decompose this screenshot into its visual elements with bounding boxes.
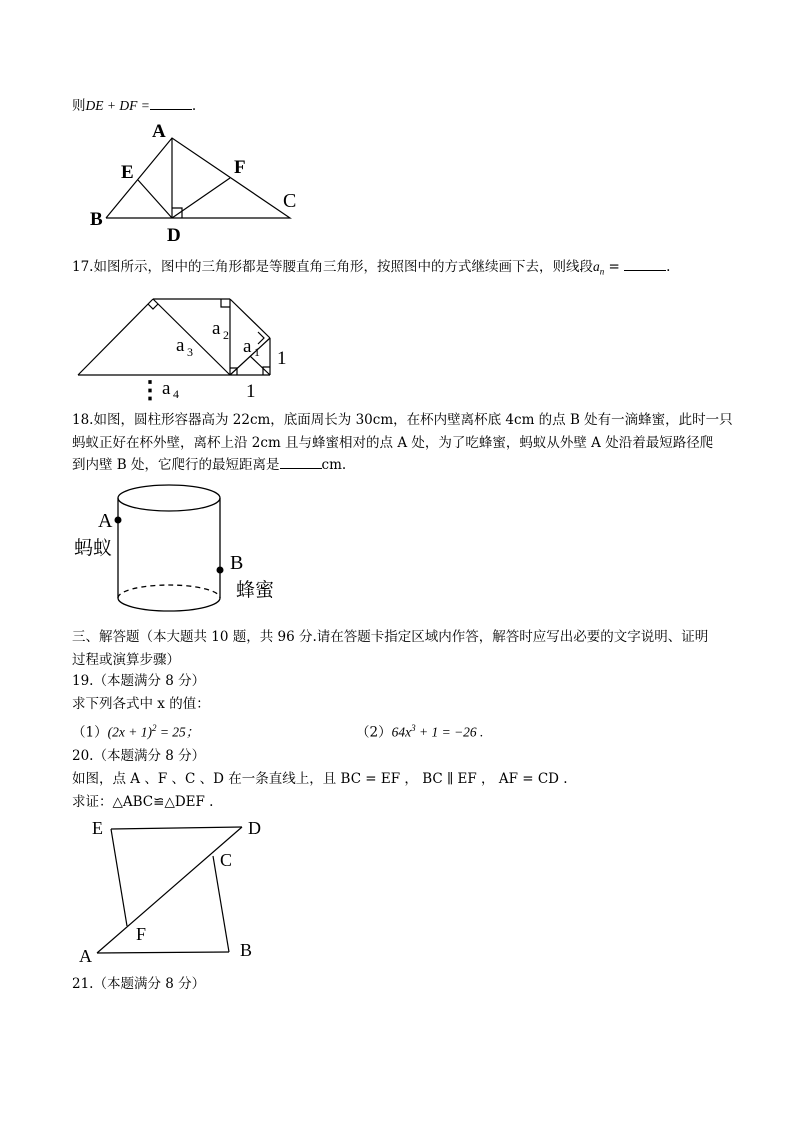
q17-label-a3: a bbox=[176, 335, 185, 356]
q20-label-f: F bbox=[136, 924, 147, 944]
q17-label-a2: a bbox=[212, 318, 221, 339]
q17-label-a1-sub: 1 bbox=[254, 345, 260, 359]
q20-label-d: D bbox=[248, 818, 261, 838]
q18-line-2: 蚂蚁正好在杯外壁，离杯上沿 2cm 且与蜂蜜相对的点 A 处，为了吃蜂蜜，蚂蚁从外壁 A 处沿着最短路径爬 bbox=[72, 435, 714, 451]
q17-label-a1: a bbox=[243, 336, 252, 357]
q20-label-e: E bbox=[92, 818, 103, 838]
q16-prefix: 则 bbox=[72, 98, 86, 114]
section-3-heading-line-1: 三、解答题（本大题共 10 题，共 96 分.请在答题卡指定区域内作答，解答时应写出必要的文字说明、证明 bbox=[72, 629, 709, 645]
section-3-heading-line-2: 过程或演算步骤） bbox=[72, 652, 180, 668]
q17-label-base-one: 1 bbox=[246, 381, 256, 402]
q20-label-c: C bbox=[220, 850, 233, 870]
q17-label-a3-sub: 3 bbox=[187, 345, 193, 359]
q16-label-f: F bbox=[234, 157, 246, 178]
q18-label-a: A bbox=[98, 510, 113, 532]
q19-header: 19.（本题满分 8 分） bbox=[72, 673, 206, 689]
q16-label-c: C bbox=[283, 190, 297, 212]
q20-prove: 求证：△ABC≌△DEF . bbox=[72, 794, 214, 810]
q17-continuation-dots: ⋮ bbox=[138, 378, 162, 404]
q18-label-ant: 蚂蚁 bbox=[74, 537, 113, 559]
q21-header: 21.（本题满分 8 分） bbox=[72, 976, 206, 992]
q18-label-honey: 蜂蜜 bbox=[236, 579, 275, 601]
q19-part-1-exponent: 2 bbox=[151, 723, 157, 733]
q17-label-a4-sub: 4 bbox=[173, 387, 179, 401]
q20-label-b: B bbox=[240, 940, 253, 960]
q18-line-1: 18.如图，圆柱形容器高为 22cm，底面周长为 30cm，在杯内壁离杯底 4cm 的点 B 处有一滴蜂蜜，此时一只 bbox=[72, 412, 733, 428]
q19-part-2-exponent: 3 bbox=[411, 723, 416, 733]
q17-label-a2-sub: 2 bbox=[223, 328, 229, 342]
q20-label-a: A bbox=[79, 946, 92, 966]
q18-line-3-suffix: cm. bbox=[321, 457, 347, 473]
q16-expression: DE + DF = bbox=[85, 98, 150, 113]
q16-suffix: . bbox=[191, 98, 197, 114]
q20-given: 如图，点 A 、F 、C 、D 在一条直线上，且 BC = EF ， BC ∥ EF ， AF = CD . bbox=[72, 771, 568, 787]
q17-text: 17.如图所示，图中的三角形都是等腰直角三角形，按照图中的方式继续画下去，则线段 bbox=[72, 259, 593, 275]
q17-suffix: . bbox=[666, 259, 671, 275]
q19-prompt: 求下列各式中 x 的值： bbox=[72, 696, 210, 712]
q18-label-b: B bbox=[230, 552, 244, 574]
q19-part-2-label: （2） bbox=[356, 724, 392, 741]
q20-header: 20.（本题满分 8 分） bbox=[72, 748, 206, 764]
q19-part-1-label: （1） bbox=[72, 724, 108, 741]
q16-label-a: A bbox=[152, 121, 166, 142]
q17-subscript: n bbox=[599, 266, 605, 277]
q16-label-b: B bbox=[90, 209, 103, 230]
q19-part-1-expression: (2x + 1) bbox=[107, 724, 152, 740]
q19-part-1-rhs: = 25； bbox=[156, 724, 200, 740]
q19-part-2-expression: 64x bbox=[391, 724, 412, 740]
q17-expression: a bbox=[592, 259, 600, 274]
q18-line-3-prefix: 到内壁 B 处，它爬行的最短距离是 bbox=[72, 457, 280, 473]
q16-label-d: D bbox=[167, 225, 181, 246]
q19-part-2-rhs: + 1 = −26 . bbox=[415, 724, 484, 740]
q17-label-a4: a bbox=[162, 378, 171, 399]
q16-label-e: E bbox=[121, 162, 134, 183]
q17-equals: = bbox=[604, 259, 620, 275]
q17-label-side-one: 1 bbox=[277, 348, 287, 369]
